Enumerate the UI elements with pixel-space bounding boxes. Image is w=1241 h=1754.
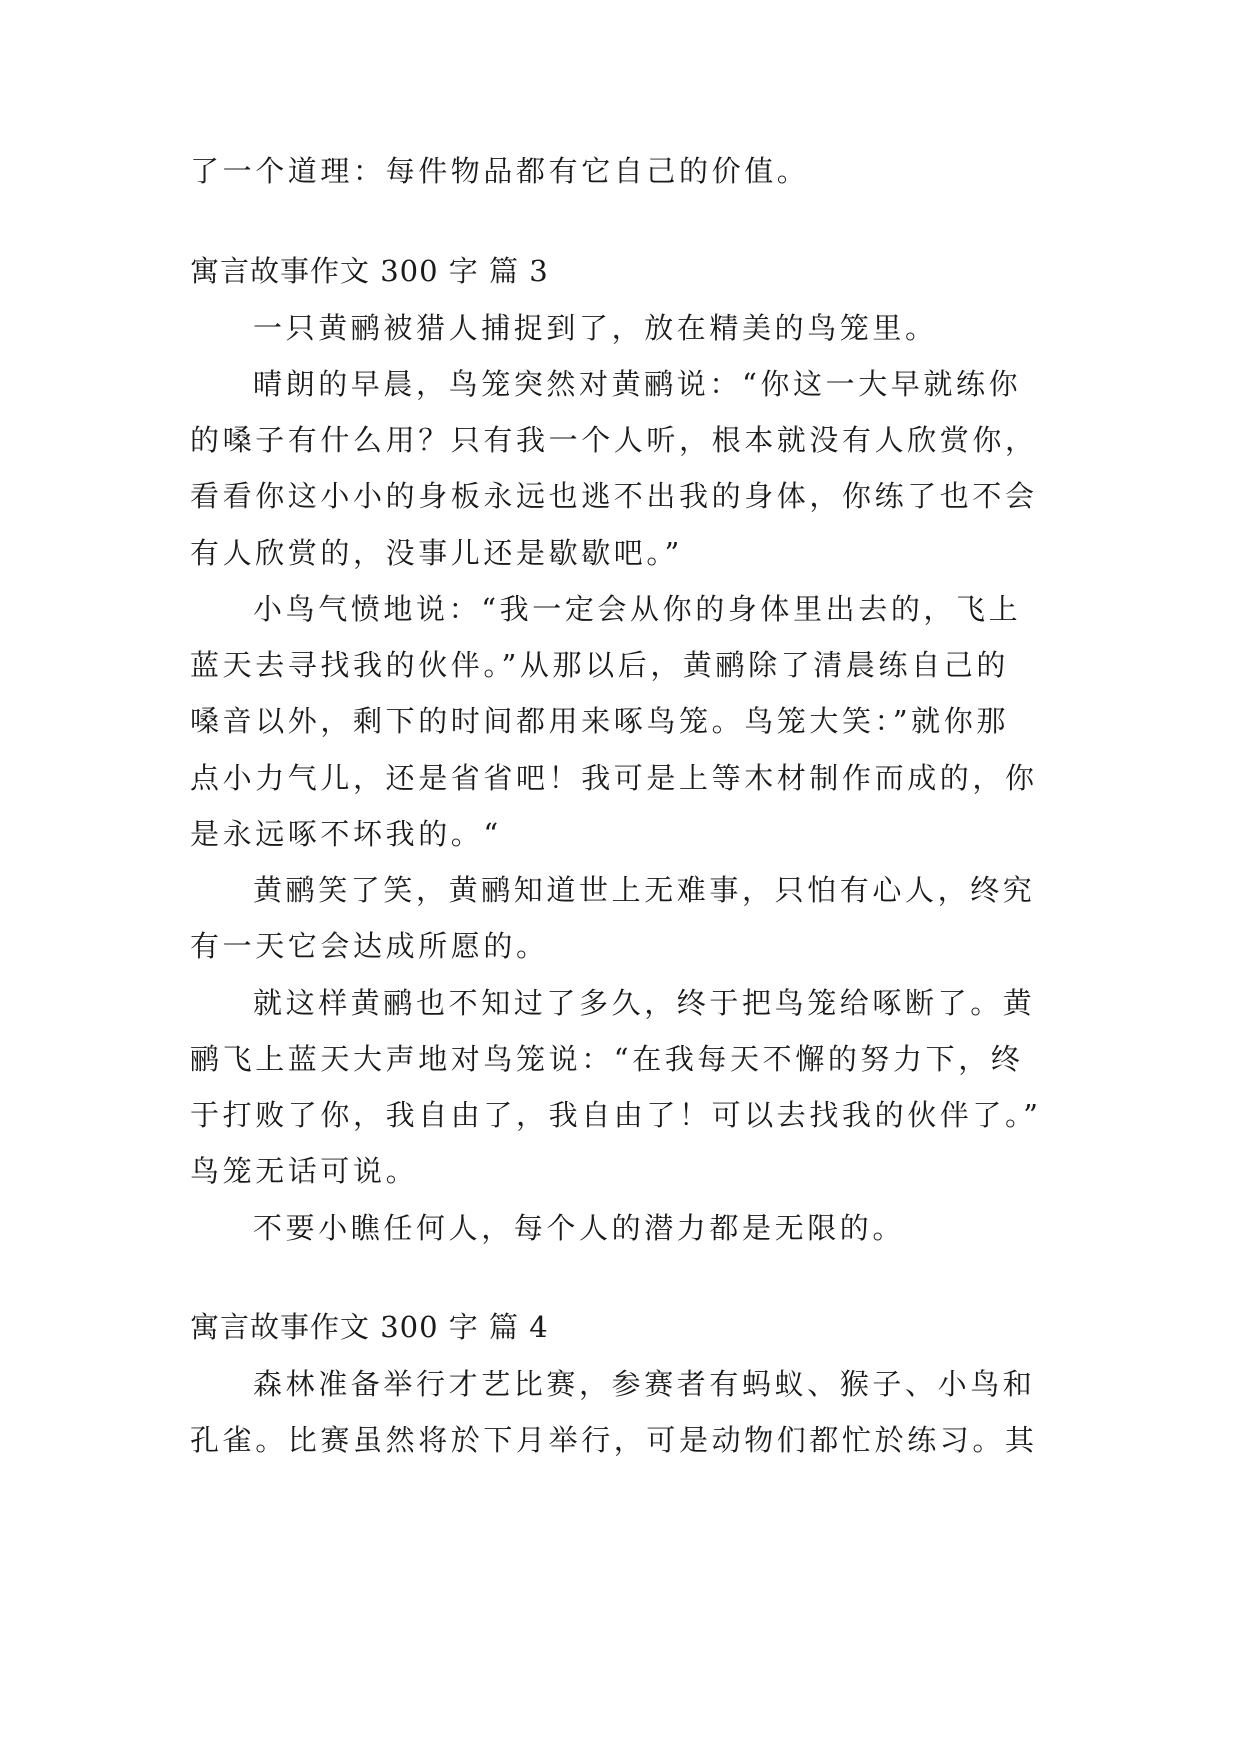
- paragraph-line: 有人欣赏的，没事儿还是歇歇吧。”: [190, 536, 683, 570]
- paragraph-line: 有一天它会达成所愿的。: [190, 929, 549, 963]
- paragraph-line: 看看你这小小的身板永远也逃不出我的身体，你练了也不会: [190, 479, 1038, 513]
- paragraph-line: 蓝天去寻找我的伙伴。”从那以后，黄鹂除了清晨练自己的: [190, 648, 1009, 682]
- paragraph-line: 晴朗的早晨，鸟笼突然对黄鹂说：“你这一大早就练你: [253, 367, 1022, 401]
- paragraph-line: 嗓音以外，剩下的时间都用来啄鸟笼。鸟笼大笑：”就你那: [190, 704, 1009, 738]
- paragraph-line: 点小力气儿，还是省省吧！我可是上等木材制作而成的，你: [190, 761, 1038, 795]
- paragraph-line: 的嗓子有什么用？只有我一个人听，根本就没有人欣赏你，: [190, 423, 1038, 457]
- paragraph-line: 不要小瞧任何人，每个人的潜力都是无限的。: [253, 1211, 906, 1245]
- paragraph-line: 于打败了你，我自由了，我自由了！可以去找我的伙伴了。”: [190, 1098, 1042, 1132]
- section-heading-4: 寓言故事作文 300 字 篇 4: [190, 1310, 549, 1344]
- paragraph-line: 鸟笼无话可说。: [190, 1154, 419, 1188]
- paragraph-line: 鹂飞上蓝天大声地对鸟笼说：“在我每天不懈的努力下，终: [190, 1042, 1024, 1076]
- section-heading-3: 寓言故事作文 300 字 篇 3: [190, 254, 549, 288]
- paragraph-line: 是永远啄不坏我的。“: [190, 817, 502, 851]
- paragraph-line: 就这样黄鹂也不知过了多久，终于把鸟笼给啄断了。黄: [253, 986, 1036, 1020]
- paragraph-line: 一只黄鹂被猎人捕捉到了，放在精美的鸟笼里。: [253, 311, 938, 345]
- paragraph-line: 了一个道理：每件物品都有它自己的价值。: [190, 154, 810, 188]
- paragraph-line: 小鸟气愤地说：“我一定会从你的身体里出去的，飞上: [253, 592, 1022, 626]
- paragraph-line: 孔雀。比赛虽然将於下月举行，可是动物们都忙於练习。其: [190, 1423, 1038, 1457]
- paragraph-line: 黄鹂笑了笑，黄鹂知道世上无难事，只怕有心人，终究: [253, 873, 1036, 907]
- paragraph-line: 森林准备举行才艺比赛，参赛者有蚂蚁、猴子、小鸟和: [253, 1367, 1036, 1401]
